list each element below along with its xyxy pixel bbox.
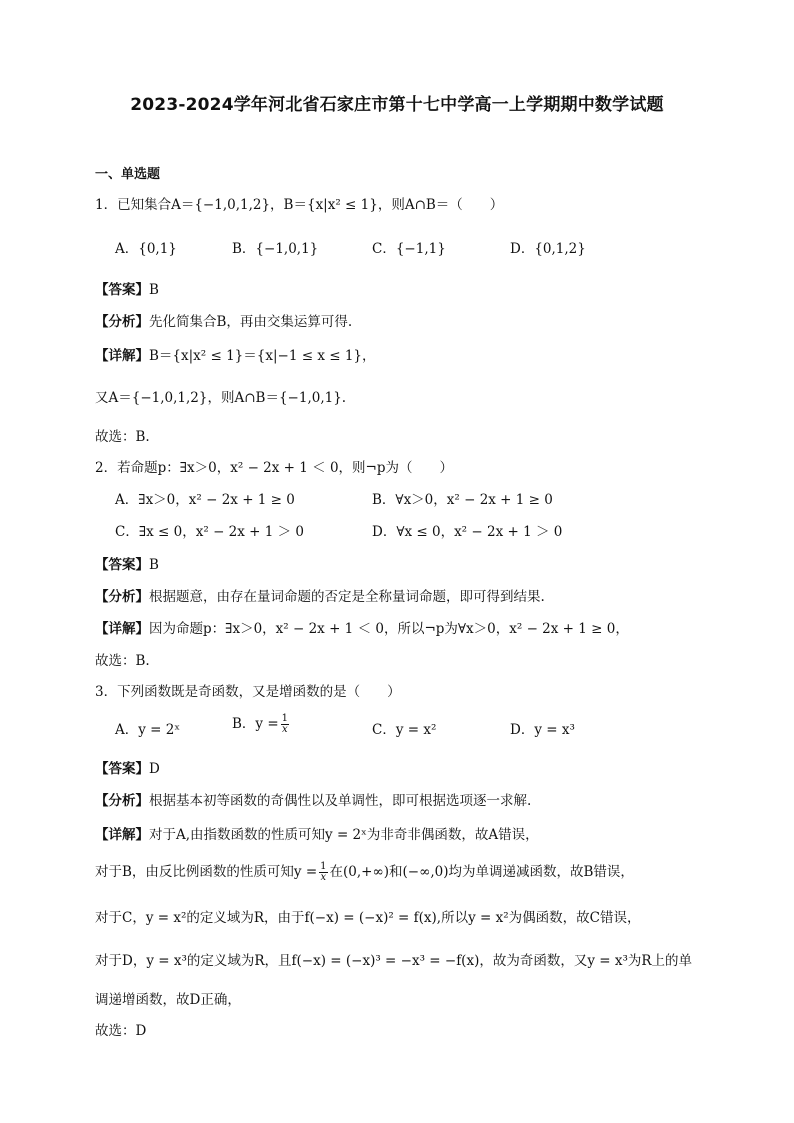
detail-tag: 【详解】 xyxy=(95,621,149,637)
analysis-tag: 【分析】 xyxy=(95,314,149,330)
document-title: 2023-2024学年河北省石家庄市第十七中学高一上学期期中数学试题 xyxy=(130,95,664,115)
q3-detail-line-1 xyxy=(95,823,539,843)
q3-detail-4: 对于D，y = x³的定义域为R，且f(−x) = (−x)³ = −x³ = −f(x)，故为奇函数，又y = x³为R上的单 xyxy=(95,953,693,969)
q3-detail-2b: 在(0,+∞)和(−∞,0)均为单调递减函数，故B错误， xyxy=(329,864,634,880)
q3-detail-line-2 xyxy=(95,860,634,883)
q3-stem: 3．下列函数既是奇函数，又是增函数的是（ ） xyxy=(95,684,401,700)
q2-analysis-line xyxy=(95,585,545,605)
answer-tag: 【答案】 xyxy=(95,282,149,298)
q2-analysis: 根据题意，由存在量词命题的否定是全称量词命题，即可得到结果. xyxy=(149,589,545,605)
q1-detail-1: B＝{x|x² ≤ 1}＝{x|−1 ≤ x ≤ 1}， xyxy=(149,348,376,364)
q1-answer: B xyxy=(149,282,159,298)
q2-answer-line xyxy=(95,553,159,573)
q1-analysis-line xyxy=(95,310,352,330)
q3-detail-1: 对于A,由指数函数的性质可知y = 2ˣ为非奇非偶函数，故A错误， xyxy=(149,827,539,843)
q1-option-b: B．{−1,0,1} xyxy=(232,241,319,257)
analysis-tag: 【分析】 xyxy=(95,589,149,605)
q3-answer: D xyxy=(149,761,160,777)
q1-option-d: D．{0,1,2} xyxy=(510,241,586,257)
q3-analysis: 根据基本初等函数的奇偶性以及单调性，即可根据选项逐一求解. xyxy=(149,793,532,809)
q2-option-b: B．∀x＞0，x² − 2x + 1 ≥ 0 xyxy=(372,492,553,508)
detail-tag: 【详解】 xyxy=(95,827,149,843)
q1-conclusion: 故选：B. xyxy=(95,429,150,445)
detail-tag: 【详解】 xyxy=(95,348,149,364)
fraction-numerator: 1 xyxy=(320,861,327,872)
answer-tag: 【答案】 xyxy=(95,557,149,573)
q2-detail-line-1 xyxy=(95,617,629,637)
section-heading: 一、单选题 xyxy=(95,167,161,182)
fraction-numerator: 1 xyxy=(281,713,289,724)
q2-conclusion: 故选：B. xyxy=(95,653,150,669)
q1-analysis: 先化简集合B，再由交集运算可得. xyxy=(149,314,353,330)
q1-detail-line-1 xyxy=(95,344,376,364)
q2-answer: B xyxy=(149,557,159,573)
q3-option-a: A．y = 2ˣ xyxy=(115,722,181,738)
q2-detail-1: 因为命题p：∃x＞0，x² − 2x + 1 ＜ 0，所以¬p为∀x＞0，x² − 2x + 1 ≥ 0， xyxy=(149,621,629,637)
q3-option-d: D．y = x³ xyxy=(510,722,575,738)
q3-option-b-label: B．y = xyxy=(232,716,279,732)
q3-detail-3: 对于C，y = x²的定义域为R，由于f(−x) = (−x)² = f(x),所以y = x²为偶函数，故C错误， xyxy=(95,910,641,926)
q2-option-d: D．∀x ≤ 0，x² − 2x + 1 ＞ 0 xyxy=(372,524,563,540)
q3-detail-fraction xyxy=(319,862,327,883)
answer-tag: 【答案】 xyxy=(95,761,149,777)
q3-option-b xyxy=(232,712,291,735)
q1-detail-2: 又A＝{−1,0,1,2}，则A∩B＝{−1,0,1}. xyxy=(95,390,347,406)
q1-option-c: C．{−1,1} xyxy=(372,241,446,257)
q1-option-a: A．{0,1} xyxy=(115,241,177,257)
q3-answer-line xyxy=(95,757,160,777)
q1-stem: 1．已知集合A＝{−1,0,1,2}，B＝{x|x² ≤ 1}，则A∩B＝（ ） xyxy=(95,197,504,213)
q2-option-a: A．∃x＞0，x² − 2x + 1 ≥ 0 xyxy=(115,492,295,508)
q1-answer-line xyxy=(95,278,159,298)
q3-detail-5: 调递增函数，故D正确， xyxy=(95,992,241,1008)
fraction-denominator: x xyxy=(282,724,288,735)
q3-conclusion: 故选：D xyxy=(95,1023,147,1039)
fraction-denominator: x xyxy=(320,872,327,883)
q2-option-c: C．∃x ≤ 0，x² − 2x + 1 ＞ 0 xyxy=(115,524,305,540)
q3-option-b-fraction xyxy=(281,714,289,735)
q3-analysis-line xyxy=(95,789,531,809)
q3-detail-2a: 对于B，由反比例函数的性质可知y = xyxy=(95,864,318,880)
q3-option-c: C．y = x² xyxy=(372,722,437,738)
q2-stem: 2．若命题p：∃x＞0，x² − 2x + 1 ＜ 0，则¬p为（ ） xyxy=(95,460,453,476)
analysis-tag: 【分析】 xyxy=(95,793,149,809)
